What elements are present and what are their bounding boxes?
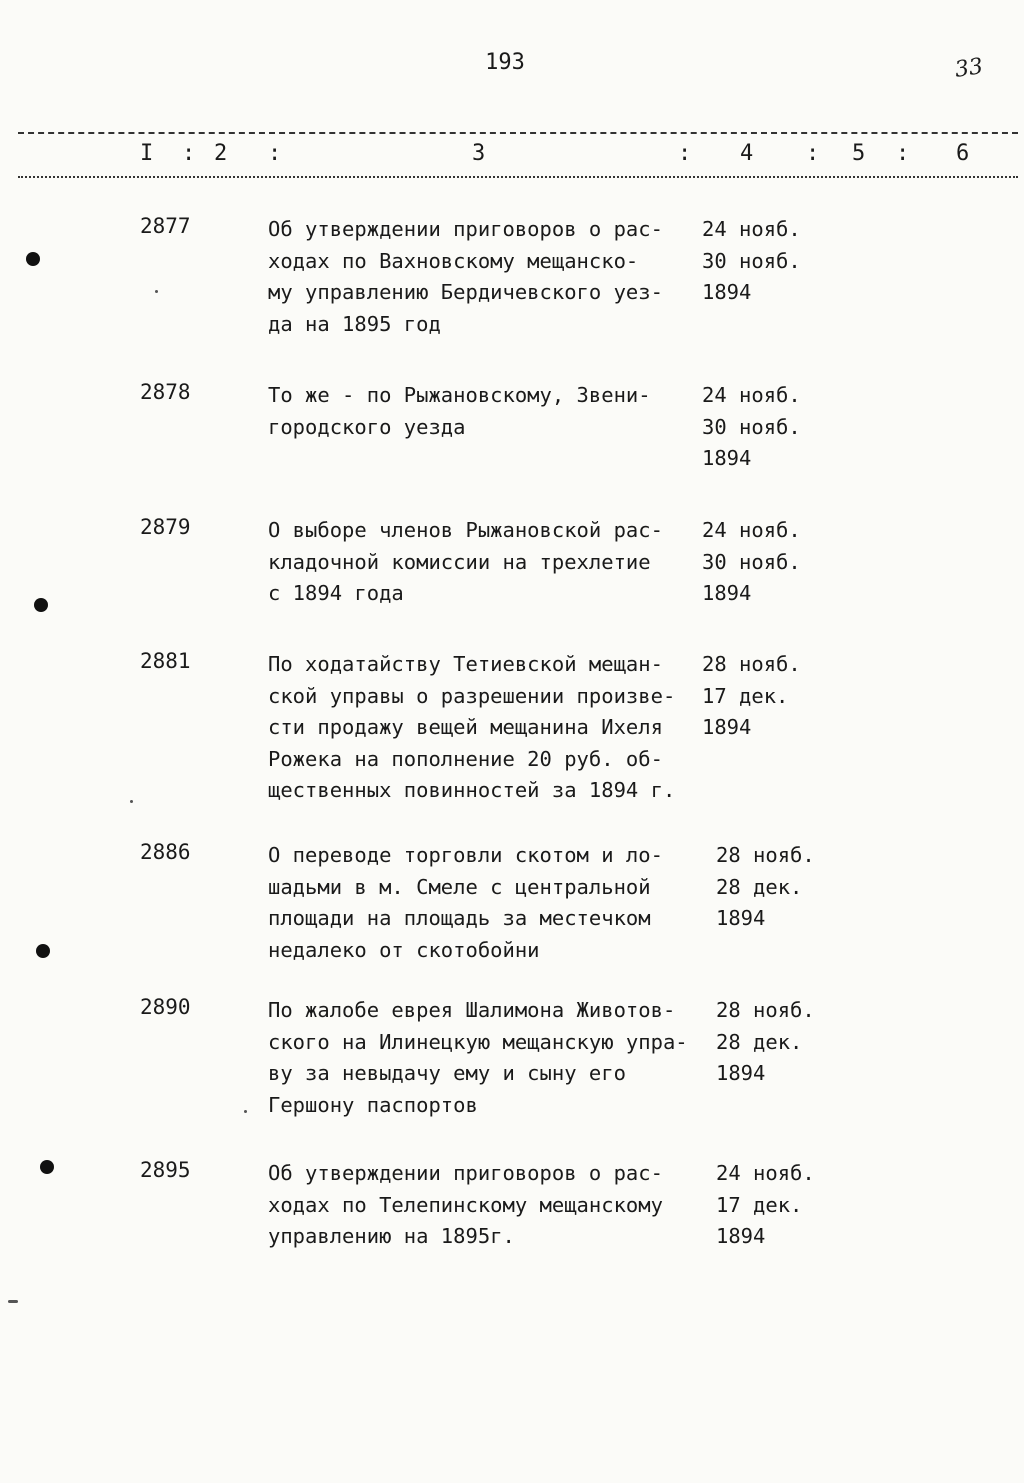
year: 1894 — [702, 581, 752, 605]
year: 1894 — [716, 906, 766, 930]
year: 1894 — [702, 280, 752, 304]
entry-number: 2890 — [140, 995, 191, 1019]
entry-description — [268, 1158, 698, 1253]
description-line: По жалобе еврея Шалимона Животов- — [268, 998, 676, 1022]
punch-hole — [40, 1160, 54, 1174]
header-bottom-rule — [18, 176, 1018, 178]
description-line: ской управы о разрешении произве- — [268, 683, 676, 708]
column-header-row — [0, 141, 1024, 171]
entry-dates — [702, 515, 801, 610]
entry-description — [268, 995, 698, 1121]
end-date: 17 дек. — [702, 683, 789, 708]
end-date: 28 дек. — [716, 874, 803, 899]
description-line: ходах по Вахновскому мещанско- — [268, 248, 639, 273]
start-date: 24 нояб. — [716, 1161, 815, 1185]
description-line: площади на площадь за местечком — [268, 906, 651, 930]
description-line: ходах по Телепинскому мещанскому — [268, 1192, 663, 1217]
column-separator: : — [806, 141, 820, 166]
year: 1894 — [702, 715, 752, 739]
entry-dates — [702, 380, 801, 475]
description-line: О выборе членов Рыжановской рас- — [268, 518, 663, 542]
description-line: щественных повинностей за 1894 г. — [268, 778, 676, 802]
start-date: 24 нояб. — [702, 383, 801, 407]
description-line: О переводе торговли скотом и ло- — [268, 843, 663, 867]
entry-number: 2881 — [140, 649, 191, 673]
entry-number: 2878 — [140, 380, 191, 404]
end-date: 30 нояб. — [702, 248, 801, 273]
start-date: 28 нояб. — [716, 843, 815, 867]
entry-dates — [716, 840, 815, 935]
description-line: Рожека на пополнение 20 руб. об- — [268, 746, 663, 771]
description-line: кладочной комиссии на трехлетие — [268, 549, 651, 574]
description-line: да на 1895 год — [268, 311, 441, 336]
entry-description — [268, 380, 698, 443]
end-date: 30 нояб. — [702, 549, 801, 574]
description-line: Об утверждении приговоров о рас- — [268, 1161, 663, 1185]
column-header-5: 5 — [852, 141, 866, 166]
punch-hole — [36, 944, 50, 958]
entry-dates — [716, 1158, 815, 1253]
scan-speck — [8, 1300, 18, 1303]
entry-description — [268, 840, 698, 966]
entry-dates — [716, 995, 815, 1090]
punch-hole — [34, 598, 48, 612]
description-line: с 1894 года — [268, 581, 404, 605]
scan-speck — [244, 1110, 247, 1113]
start-date: 24 нояб. — [702, 518, 801, 542]
end-date: 17 дек. — [716, 1192, 803, 1217]
start-date: 28 нояб. — [716, 998, 815, 1022]
description-line: ву за невыдачу ему и сыну его — [268, 1061, 626, 1085]
end-date: 28 дек. — [716, 1029, 803, 1054]
punch-hole — [26, 252, 40, 266]
description-line: шадьми в м. Смеле с центральной — [268, 874, 651, 899]
entry-number: 2895 — [140, 1158, 191, 1182]
entry-dates — [702, 214, 801, 309]
entry-number: 2886 — [140, 840, 191, 864]
start-date: 28 нояб. — [702, 652, 801, 676]
description-line: управлению на 1895г. — [268, 1224, 515, 1248]
description-line: му управлению Бердичевского уез- — [268, 280, 663, 304]
description-line: ского на Илинецкую мещанскую упра- — [268, 1029, 688, 1054]
column-separator: : — [268, 141, 282, 166]
end-date: 30 нояб. — [702, 414, 801, 439]
column-header-1: I — [140, 141, 154, 166]
column-header-3: 3 — [472, 141, 486, 166]
description-line: сти продажу вещей мещанина Ихеля — [268, 715, 663, 739]
entry-dates — [702, 649, 801, 744]
page-number: 193 — [485, 50, 525, 75]
header-top-rule — [18, 132, 1018, 134]
year: 1894 — [716, 1061, 766, 1085]
column-header-6: 6 — [956, 141, 970, 166]
entry-number: 2877 — [140, 214, 191, 238]
description-line: городского уезда — [268, 414, 466, 439]
description-line: По ходатайству Тетиевской мещан- — [268, 652, 663, 676]
entry-description — [268, 515, 698, 610]
column-header-4: 4 — [740, 141, 754, 166]
column-separator: : — [896, 141, 910, 166]
entry-number: 2879 — [140, 515, 191, 539]
year: 1894 — [716, 1224, 766, 1248]
column-header-2: 2 — [214, 141, 228, 166]
entry-description — [268, 214, 698, 340]
description-line: недалеко от скотобойни — [268, 937, 540, 962]
description-line: Гершону паспортов — [268, 1092, 478, 1117]
archive-folio-mark: 33 — [953, 54, 985, 83]
year: 1894 — [702, 446, 752, 470]
scan-speck — [155, 290, 158, 293]
column-separator: : — [678, 141, 692, 166]
description-line: Об утверждении приговоров о рас- — [268, 217, 663, 241]
column-separator: : — [182, 141, 196, 166]
scan-speck — [130, 800, 133, 803]
start-date: 24 нояб. — [702, 217, 801, 241]
description-line: То же - по Рыжановскому, Звени- — [268, 383, 651, 407]
entry-description — [268, 649, 698, 807]
